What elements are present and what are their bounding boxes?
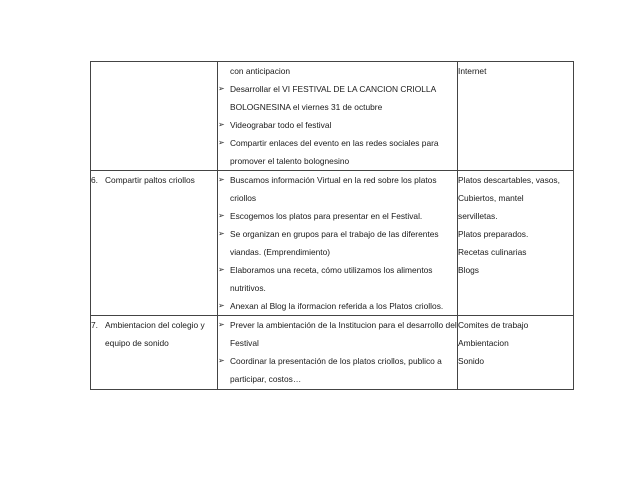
material-item: Ambientacion — [458, 338, 509, 348]
activity-cell — [91, 316, 218, 390]
arrow-bullet-icon: ➢ — [218, 138, 225, 147]
activity-number: 6. — [91, 175, 98, 185]
activity-cell — [91, 62, 218, 171]
table-row — [91, 316, 574, 390]
list-item: ➢ Videograbar todo el festival — [218, 116, 457, 134]
actions-cell — [218, 62, 458, 171]
material-item: servilletas. — [458, 211, 498, 221]
activity-number: 7. — [91, 320, 98, 330]
arrow-bullet-icon: ➢ — [218, 320, 225, 329]
actions-cell — [218, 171, 458, 316]
list-item: ➢ Se organizan en grupos para el trabajo de las diferentes viandas. (Emprendimiento) — [218, 225, 457, 261]
table-row — [91, 62, 574, 171]
continuation-text: con anticipacion — [230, 66, 291, 76]
table-row — [91, 171, 574, 316]
material-item: Sonido — [458, 356, 485, 366]
arrow-bullet-icon: ➢ — [218, 301, 225, 310]
material-item: Cubiertos, mantel — [458, 193, 524, 203]
arrow-bullet-icon: ➢ — [218, 211, 225, 220]
material-item: Comites de trabajo — [458, 320, 529, 330]
arrow-bullet-icon: ➢ — [218, 265, 225, 274]
arrow-bullet-icon: ➢ — [218, 175, 225, 184]
material-item: Blogs — [458, 265, 479, 275]
material-item: Recetas culinarias — [458, 247, 527, 257]
list-item: ➢ Escogemos los platos para presentar en el Festival. — [218, 207, 457, 225]
materials-cell — [458, 316, 574, 390]
material-item: Platos preparados. — [458, 229, 529, 239]
activities-table — [90, 61, 574, 390]
material-item: Platos descartables, vasos, — [458, 175, 560, 185]
list-item: ➢ Desarrollar el VI FESTIVAL DE LA CANCION CRIOLLA BOLOGNESINA el viernes 31 de octubre — [218, 80, 457, 116]
list-item: ➢ Compartir enlaces del evento en las redes sociales para promover el talento bolognesino — [218, 134, 457, 170]
activity-title: Ambientacion del colegio y equipo de sonido — [105, 320, 205, 348]
activity-cell — [91, 171, 218, 316]
list-item: ➢ Buscamos información Virtual en la red sobre los platos criollos — [218, 171, 457, 207]
arrow-bullet-icon: ➢ — [218, 84, 225, 93]
material-item: Internet — [458, 66, 487, 76]
arrow-bullet-icon: ➢ — [218, 229, 225, 238]
arrow-bullet-icon: ➢ — [218, 120, 225, 129]
materials-cell — [458, 171, 574, 316]
list-item: ➢ Elaboramos una receta, cómo utilizamos los alimentos nutritivos. — [218, 261, 457, 297]
list-item: ➢ Prever la ambientación de la Institucion para el desarrollo del Festival — [218, 316, 457, 352]
list-item: ➢ Coordinar la presentación de los platos criollos, publico a participar, costos… — [218, 352, 457, 388]
list-item: ➢ Anexan al Blog la iformacion referida a los Platos criollos. — [218, 297, 457, 315]
activity-title: Compartir paltos criollos — [105, 175, 195, 185]
materials-cell — [458, 62, 574, 171]
actions-cell — [218, 316, 458, 390]
arrow-bullet-icon: ➢ — [218, 356, 225, 365]
